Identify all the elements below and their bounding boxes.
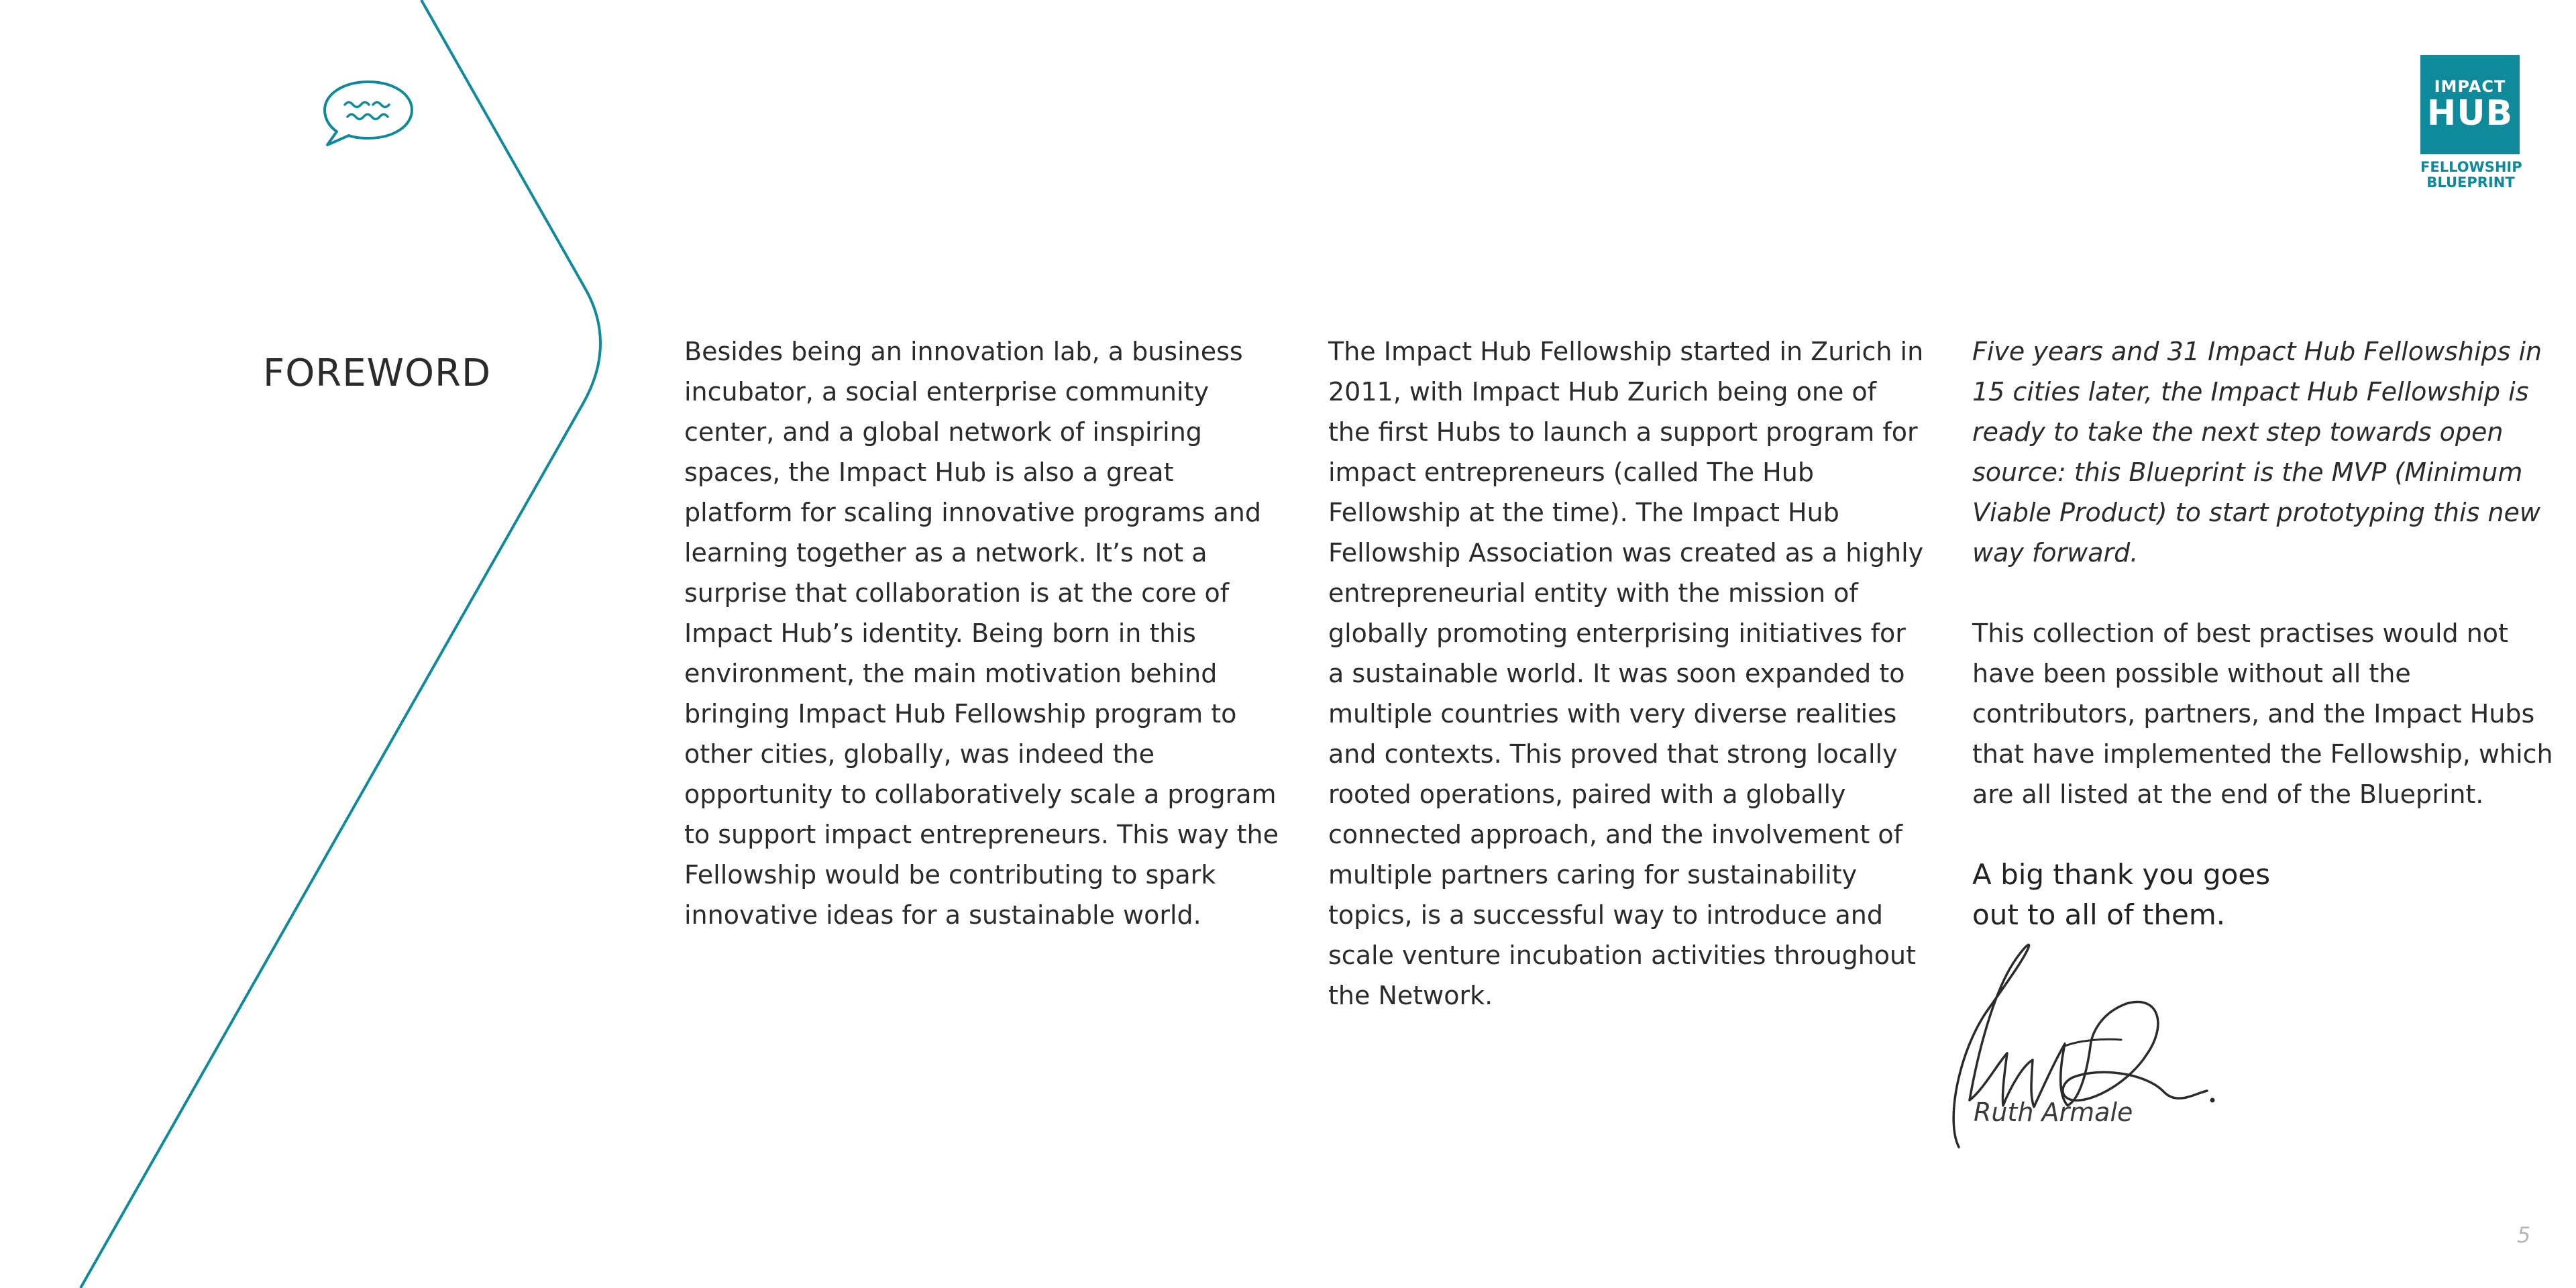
text-column-3 <box>1972 331 2563 935</box>
column1-paragraph: Besides being an innovation lab, a business incubator, a social enterprise community center, and a global network of inspiring spaces, the Impact Hub is also a great platform for scaling innovative programs and learning together as a network. It’s not a surprise that collaboration is at the core of Impact Hub’s identity. Being born in this environment, the main motivation behind bringing Impact Hub Fellowship program to other cities, globally, was indeed the opportunity to collaboratively scale a program to support impact entrepreneurs. This way the Fellowship would be contributing to spark innovative ideas for a sustainable world. <box>684 337 1279 930</box>
column3-paragraph: This collection of best practises would not have been possible without all the contributors, partners, and the Impact Hubs that have implemented the Fellowship, which are all listed at the end of the Blueprint. <box>1972 619 2553 809</box>
thank-you-note <box>1972 855 2563 935</box>
column2-paragraph: The Impact Hub Fellowship started in Zurich in 2011, with Impact Hub Zurich being one of the first Hubs to launch a support program for impact entrepreneurs (called The Hub Fellowship at the time). The Impact Hub Fellowship Association was created as a highly entrepreneurial entity with the mission of globally promoting enterprising initiatives for a sustainable world. It was soon expanded to multiple countries with very diverse realities and contexts. This proved that strong locally rooted operations, paired with a globally connected approach, and the involvement of multiple partners caring for sustainability topics, is a successful way to introduce and scale venture incubation activities throughout the Network. <box>1328 337 1924 1010</box>
impact-hub-fellowship-logo <box>2420 55 2521 189</box>
logo-box <box>2420 55 2520 154</box>
signer-name: Ruth Armale <box>1974 1097 2133 1127</box>
logo-hub-text: HUB <box>2426 93 2514 133</box>
logo-blueprint-text: BLUEPRINT <box>2426 174 2515 191</box>
speech-bubble-icon <box>321 78 416 149</box>
paragraph-spacer <box>1972 573 2563 613</box>
paragraph-spacer <box>1972 814 2563 855</box>
thank-you-line-1: A big thank you goes <box>1972 858 2271 891</box>
page-number: 5 <box>2517 1222 2531 1248</box>
logo-fellowship-text: FELLOWSHIP <box>2420 159 2522 175</box>
logo-subtitle <box>2420 160 2521 191</box>
column3-italic-paragraph: Five years and 31 Impact Hub Fellowships in 15 cities later, the Impact Hub Fellowship is ready to take the next step towards open source: this Blueprint is the MVP (Minimum Viable Product) to start prototyping this new way forward. <box>1972 337 2542 568</box>
page-title: FOREWORD <box>263 351 492 395</box>
text-column-1 <box>684 331 1281 935</box>
thank-you-line-2: out to all of them. <box>1972 898 2226 931</box>
handwritten-signature <box>1945 939 2241 1161</box>
logo-impact-text: IMPACT <box>2434 77 2506 96</box>
text-column-2 <box>1328 331 1925 1016</box>
